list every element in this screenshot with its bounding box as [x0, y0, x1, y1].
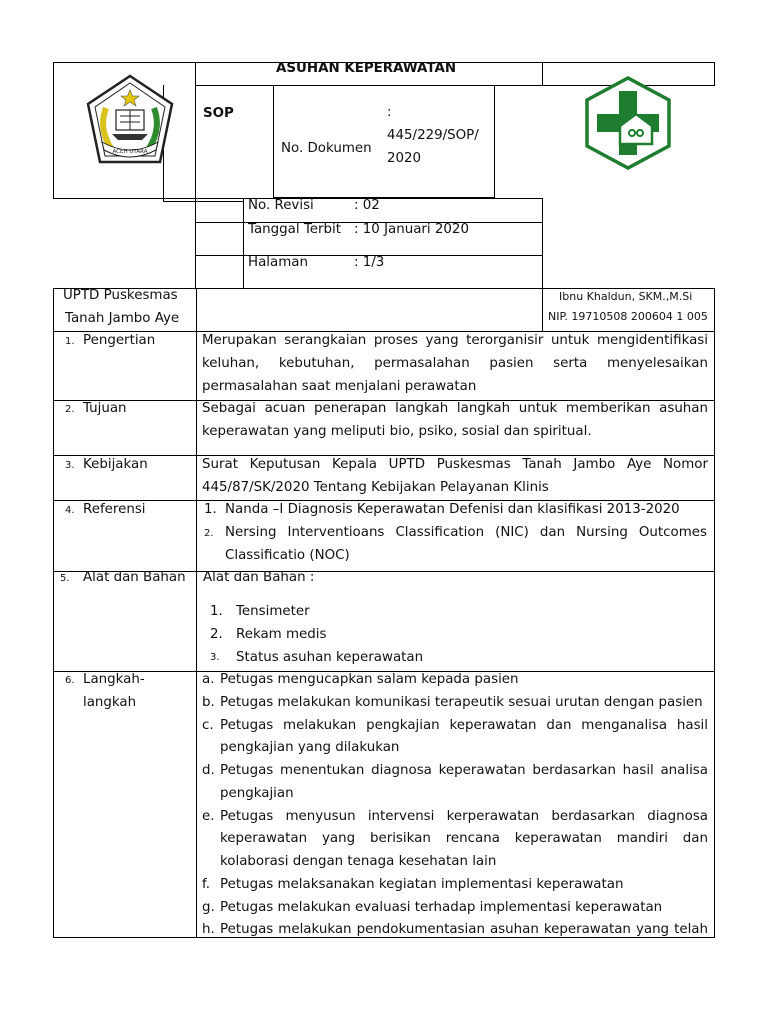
revision-label: No. Revisi [248, 198, 314, 213]
step-marker: b. [202, 695, 215, 710]
tools-item: Status asuhan keperawatan [236, 650, 424, 665]
reference-item-cont: Classificatio (NOC) [225, 548, 350, 563]
rule [53, 198, 195, 199]
step-text: Petugas menyusun intervensi kerperawatan berdasarkan diagnosa [220, 809, 708, 824]
emblem-caption: ACEH UTARA [112, 149, 148, 155]
step-text-cont: kolaborasi dengan tenaga kesehatan lain [220, 854, 497, 869]
step-text: Petugas melakukan komunikasi terapeutik sesuai urutan dengan pasien [220, 695, 703, 710]
section-number: 5. [60, 573, 70, 584]
reference-item: Nanda –I Diagnosis Keperawatan Defenisi dan klasifikasi 2013-2020 [225, 502, 680, 517]
rule [243, 198, 244, 289]
aceh-utara-emblem-icon [84, 74, 176, 170]
rule [542, 62, 543, 86]
issue-date-value: : 10 Januari 2020 [354, 222, 469, 237]
section-label-2: langkah [83, 695, 137, 710]
revision-value: : 02 [354, 198, 380, 213]
reference-item: Nersing Interventioans Classification (NIC) dan Nursing Outcomes [225, 525, 707, 540]
step-marker: h. [202, 922, 215, 937]
section-number: 2. [65, 404, 75, 415]
step-text: Petugas melakukan evaluasi terhadap implementasi keperawatan [220, 900, 663, 915]
step-text: Petugas melaksanakan kegiatan implementasi keperawatan [220, 877, 624, 892]
step-text: Petugas mengucapkan salam kepada pasien [220, 672, 519, 687]
rule [273, 85, 274, 198]
org-name: UPTD Puskesmas [63, 288, 178, 303]
section-text: Merupakan serangkaian proses yang terorganisir untuk mengidentifikasi keluhan, kebutuhan, permasalahan pasien serta menyelesaikan permasalahan saat menjalani perawatan [202, 333, 708, 394]
tools-marker: 2. [210, 627, 223, 642]
step-marker: c. [202, 718, 214, 733]
section-label: Langkah- [83, 672, 145, 687]
reference-marker: 1. [204, 502, 217, 517]
sop-label: SOP [203, 106, 234, 121]
rule [542, 288, 543, 331]
section-number: 1. [65, 336, 75, 347]
doc-number-value: 445/229/SOP/ [387, 128, 479, 143]
signer-name: Ibnu Khaldun, SKM.,M.Si [559, 290, 693, 303]
step-text-cont: pengkajian [220, 786, 294, 801]
page-count-label: Halaman [248, 255, 308, 270]
step-text: Petugas menentukan diagnosa keperawatan berdasarkan hasil analisa [220, 763, 708, 778]
step-text-cont: pengkajian yang dilakukan [220, 740, 400, 755]
rule [53, 62, 54, 199]
section-label: Pengertian [83, 333, 156, 348]
tools-item: Tensimeter [236, 604, 310, 619]
tools-marker: 1. [210, 604, 223, 619]
step-marker: e. [202, 809, 215, 824]
section-text: Surat Keputusan Kepala UPTD Puskesmas Tanah Jambo Aye Nomor 445/87/SK/2020 Tentang Kebijakan Pelayanan Klinis [202, 457, 708, 495]
section-label: Tujuan [83, 401, 127, 416]
doc-number-colon: : [387, 105, 392, 120]
rule [714, 62, 715, 86]
step-marker: a. [202, 672, 215, 687]
step-marker: d. [202, 763, 215, 778]
puskesmas-logo-icon [584, 76, 672, 170]
rule [714, 288, 715, 938]
section-number: 4. [65, 505, 75, 516]
rule [53, 288, 54, 938]
rule [494, 85, 495, 198]
org-name-2: Tanah Jambo Aye [65, 311, 180, 326]
section-label: Alat dan Bahan [83, 570, 186, 585]
tools-item: Rekam medis [236, 627, 327, 642]
step-marker: f. [202, 877, 210, 892]
section-number: 6. [65, 675, 75, 686]
tools-intro: Alat dan Bahan : [203, 570, 315, 585]
signer-nip: NIP. 19710508 200604 1 005 [548, 310, 708, 323]
step-text: Petugas melakukan pendokumentasian asuhan keperawatan yang telah [220, 922, 708, 937]
page-title: ASUHAN KEPERAWATAN [276, 61, 457, 76]
rule [196, 288, 197, 938]
rule [542, 198, 543, 289]
section-text: Sebagai acuan penerapan langkah langkah untuk memberikan asuhan keperawatan yang meliputi bio, psiko, sosial dan spiritual. [202, 401, 708, 439]
reference-marker: 2. [204, 528, 214, 539]
step-text: Petugas melakukan pengkajian keperawatan dan menganalisa hasil [220, 718, 708, 733]
step-text-cont: keperawatan yang berisikan rencana keperawatan mandiri dan [220, 831, 708, 846]
section-label: Kebijakan [83, 457, 148, 472]
tools-marker: 3. [210, 652, 220, 663]
step-marker: g. [202, 900, 215, 915]
issue-date-label: Tanggal Terbit [248, 222, 341, 237]
section-label: Referensi [83, 502, 146, 517]
rule [163, 201, 243, 202]
page-count-value: : 1/3 [354, 255, 385, 270]
section-number: 3. [65, 460, 75, 471]
doc-number-value-2: 2020 [387, 151, 422, 166]
doc-number-label: No. Dokumen [281, 141, 372, 156]
